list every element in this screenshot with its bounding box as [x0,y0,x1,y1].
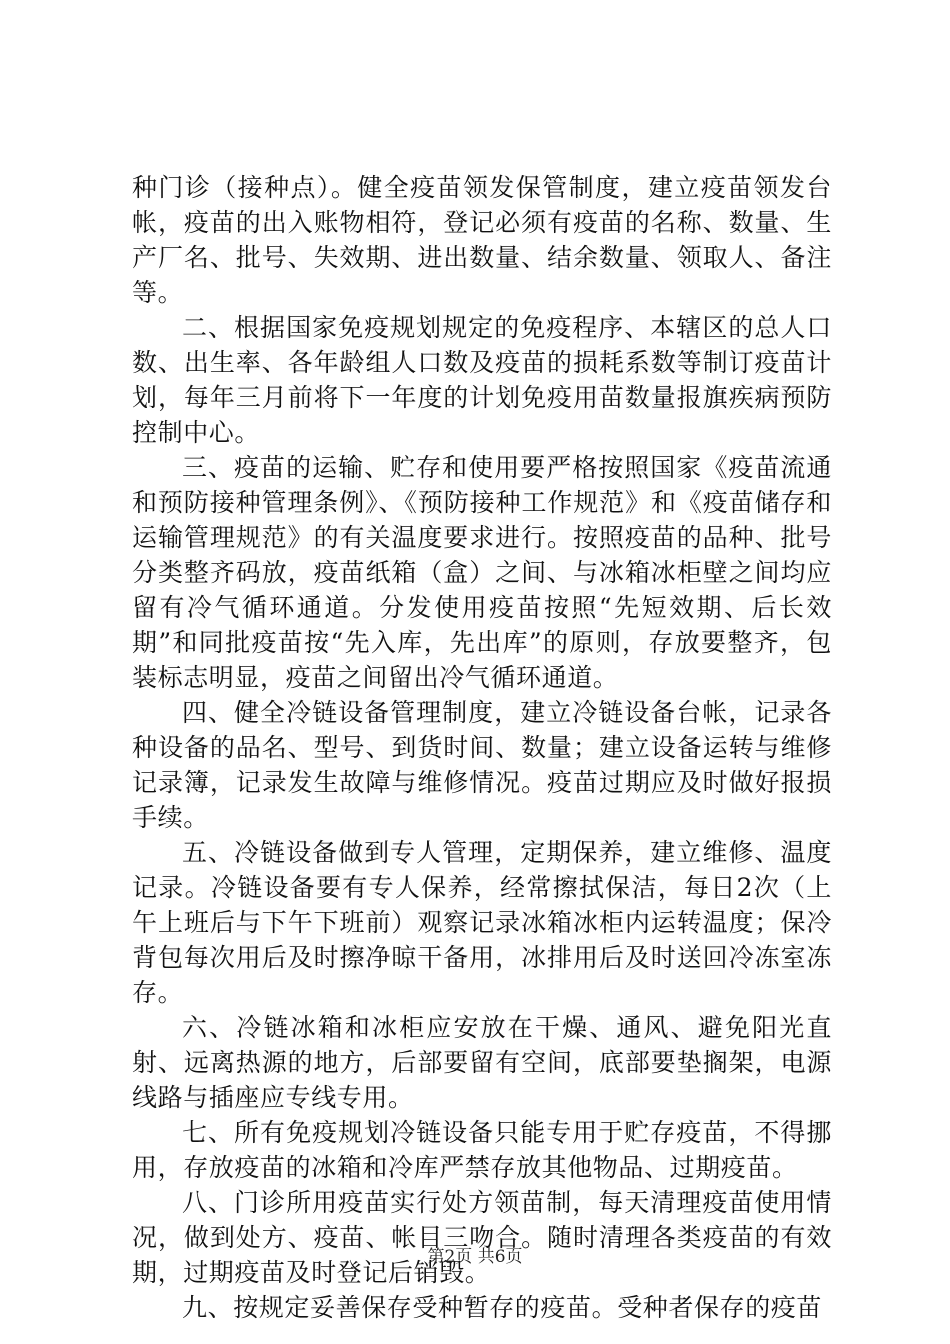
paragraph-continuation: 种门诊（接种点）。健全疫苗领发保管制度，建立疫苗领发台帐，疫苗的出入账物相符，登记必须有疫苗的名称、数量、生产厂名、批号、失效期、进出数量、结余数量、领取人、备注等。 [132,173,832,307]
paragraph-item-9: 九、按规定妥善保存受种暂存的疫苗。受种者保存的疫苗 [182,1293,823,1322]
paragraph-item-8: 八、门诊所用疫苗实行处方领苗制，每天清理疫苗使用情况，做到处方、疫苗、帐目三吻合。随时清理各类疫苗的有效期，过期疫苗及时登记后销毁。 [132,1188,832,1287]
paragraph-item-4: 四、健全冷链设备管理制度，建立冷链设备台帐，记录各种设备的品名、型号、到货时间、数量；建立设备运转与维修记录簿，记录发生故障与维修情况。疫苗过期应及时做好报损手续。 [132,698,832,832]
paragraph-item-5: 五、冷链设备做到专人管理，定期保养，建立维修、温度记录。冷链设备要有专人保养，经常擦拭保洁，每日2次（上午上班后与下午下班前）观察记录冰箱冰柜内运转温度；保冷背包每次用后及时擦净晾干备用，冰排用后及时送回冷冻室冻存。 [132,838,832,1007]
document-body [132,170,832,1325]
paragraph-item-2: 二、根据国家免疫规划规定的免疫程序、本辖区的总人口数、出生率、各年龄组人口数及疫苗的损耗系数等制订疫苗计划，每年三月前将下一年度的计划免疫用苗数量报旗疾病预防控制中心。 [132,313,832,447]
paragraph-item-3: 三、疫苗的运输、贮存和使用要严格按照国家《疫苗流通和预防接种管理条例》、《预防接种工作规范》和《疫苗储存和运输管理规范》的有关温度要求进行。按照疫苗的品种、批号分类整齐码放，疫苗纸箱（盒）之间、与冰箱冰柜壁之间均应留有冷气循环通道。分发使用疫苗按照“先短效期、后长效期”和同批疫苗按“先入库，先出库”的原则，存放要整齐，包装标志明显，疫苗之间留出冷气循环通道。 [132,453,832,692]
page-footer: 第2页 共6页 [427,1247,523,1267]
paragraph-item-7: 七、所有免疫规划冷链设备只能专用于贮存疫苗，不得挪用，存放疫苗的冰箱和冷库严禁存放其他物品、过期疫苗。 [132,1118,832,1182]
paragraph-item-6: 六、冷链冰箱和冰柜应安放在干燥、通风、避免阳光直射、远离热源的地方，后部要留有空间，底部要垫搁架，电源线路与插座应专线专用。 [132,1013,832,1112]
